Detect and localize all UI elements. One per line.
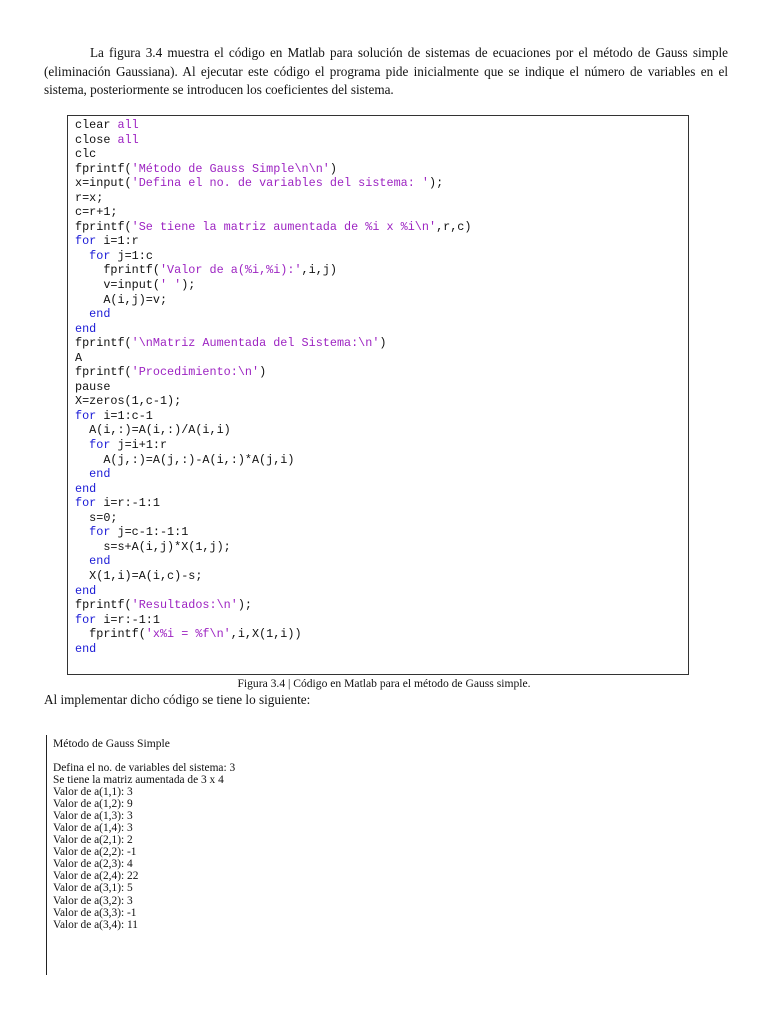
code-text: fprintf(: [75, 365, 132, 380]
code-line: [75, 569, 688, 584]
output-line: Se tiene la matriz aumentada de 3 x 4: [53, 774, 224, 787]
code-string: all: [117, 118, 139, 132]
code-text: r=x;: [75, 190, 104, 205]
code-string: 'Se tiene la matriz aumentada de %i x %i\n': [131, 219, 437, 234]
figure-caption: Figura 3.4 | Código en Matlab para el método de Gauss simple.: [237, 677, 531, 690]
console-output: [46, 735, 546, 975]
intro-paragraph: [44, 44, 728, 100]
code-text: A: [75, 350, 83, 365]
code-keyword: end: [89, 307, 111, 322]
code-line: [75, 467, 688, 482]
code-text: [75, 525, 89, 539]
code-line: [75, 525, 688, 540]
code-line: [75, 205, 688, 220]
code-text: v=input(: [75, 278, 160, 293]
code-text: A(i,j)=v;: [75, 292, 168, 307]
code-text: j=c-1:-1:1: [110, 525, 189, 540]
code-text: X(1,i)=A(i,c)-s;: [75, 568, 203, 583]
code-text: i=1:r: [96, 234, 139, 249]
output-line: Valor de a(3,1): 5: [53, 882, 133, 895]
code-text: A(j,:)=A(j,:)-A(i,:)*A(j,i): [75, 452, 295, 467]
output-line: Valor de a(1,2): 9: [53, 798, 133, 811]
code-line: [75, 511, 688, 526]
code-string: 'Procedimiento:\n': [131, 365, 260, 380]
code-text: i=r:-1:1: [96, 612, 160, 627]
code-text: ): [379, 336, 387, 351]
code-line: [75, 133, 688, 148]
code-string: all: [117, 132, 139, 147]
output-line: Valor de a(3,2): 3: [53, 894, 133, 907]
code-text: X=zeros(1,c-1);: [75, 394, 182, 409]
code-text: close: [75, 132, 118, 147]
code-text: fprintf(: [75, 336, 132, 351]
code-line: [75, 293, 688, 308]
code-text: clear: [75, 118, 118, 132]
code-text: ,i,j): [301, 263, 337, 278]
code-line: [75, 147, 688, 162]
output-line: Valor de a(3,3): -1: [53, 906, 137, 919]
code-text: );: [237, 598, 253, 613]
output-line: Valor de a(1,3): 3: [53, 810, 133, 823]
code-line: [75, 584, 688, 599]
output-line: Valor de a(1,4): 3: [53, 822, 133, 835]
code-keyword: for: [75, 408, 97, 423]
matlab-code-listing: [67, 115, 689, 675]
output-line: Valor de a(1,1): 3: [53, 786, 133, 799]
code-text: ): [329, 161, 337, 176]
code-text: j=i+1:r: [110, 438, 168, 453]
code-text: fprintf(: [75, 627, 146, 642]
code-line: [75, 249, 688, 264]
code-line: [75, 278, 688, 293]
code-line: [75, 482, 688, 497]
code-text: ,r,c): [436, 219, 472, 234]
code-text: ,i,X(1,i)): [230, 627, 302, 642]
code-text: );: [181, 278, 196, 293]
code-text: i=r:-1:1: [96, 496, 160, 511]
code-line: [75, 453, 688, 468]
code-line: [75, 409, 688, 424]
intro-text: La figura 3.4 muestra el código en Matlab para solución de sistemas de ecuaciones por el método de Gauss simple (eliminación Gaussiana). Al ejecutar este código el programa pide inicialmente que se indique el número de variables en el sistema, posteriormente se introducen los coeficientes del sistema.: [44, 45, 728, 97]
code-line: [75, 234, 688, 249]
code-line: [75, 613, 688, 628]
code-text: );: [428, 176, 444, 191]
code-text: [75, 249, 89, 263]
code-line: [75, 220, 688, 235]
code-line: [75, 496, 688, 511]
code-text: x=input(: [75, 176, 132, 191]
code-string: 'Defina el no. de variables del sistema: ': [131, 176, 429, 191]
code-line: [75, 336, 688, 351]
code-line: [75, 380, 688, 395]
code-keyword: end: [75, 481, 97, 496]
code-keyword: end: [75, 583, 97, 598]
code-line: [75, 322, 688, 337]
code-line: [75, 351, 688, 366]
code-string: 'x%i = %f\n': [145, 627, 231, 642]
code-keyword: end: [75, 641, 97, 656]
code-text: fprintf(: [75, 598, 132, 613]
code-text: ): [259, 365, 267, 380]
code-keyword: end: [75, 321, 97, 336]
code-text: clc: [75, 147, 97, 162]
code-line: [75, 554, 688, 569]
output-line: Valor de a(2,1): 2: [53, 834, 133, 847]
code-line: [75, 598, 688, 613]
output-title: Método de Gauss Simple: [53, 737, 170, 750]
code-text: fprintf(: [75, 263, 160, 278]
code-line: [75, 118, 688, 133]
code-text: [75, 307, 89, 321]
code-string: 'Valor de a(%i,%i):': [159, 263, 302, 278]
code-text: [75, 554, 89, 568]
code-keyword: for: [75, 496, 97, 511]
code-line: [75, 263, 688, 278]
code-keyword: end: [89, 467, 111, 482]
output-line: Valor de a(2,3): 4: [53, 858, 133, 871]
code-line: [75, 307, 688, 322]
code-keyword: end: [89, 554, 111, 569]
code-line: [75, 627, 688, 642]
implementation-intro-text: Al implementar dicho código se tiene lo siguiente:: [44, 692, 311, 707]
code-line: [75, 540, 688, 555]
code-line: [75, 191, 688, 206]
code-line: [75, 162, 688, 177]
output-blank-line: [53, 750, 546, 762]
output-line: Defina el no. de variables del sistema: 3: [53, 762, 236, 774]
output-line: Valor de a(2,4): 22: [53, 870, 139, 883]
code-line: [75, 438, 688, 453]
code-string: '\nMatriz Aumentada del Sistema:\n': [131, 336, 380, 351]
code-string: 'Método de Gauss Simple\n\n': [131, 161, 330, 176]
code-keyword: for: [89, 525, 111, 540]
code-keyword: for: [75, 234, 97, 249]
code-line: [75, 176, 688, 191]
code-string: ' ': [159, 278, 182, 293]
code-text: j=1:c: [110, 248, 153, 263]
code-text: s=s+A(i,j)*X(1,j);: [75, 539, 231, 554]
code-text: pause: [75, 379, 111, 394]
code-line: [75, 365, 688, 380]
code-text: [75, 438, 89, 452]
code-string: 'Resultados:\n': [131, 598, 238, 613]
output-line: Valor de a(3,4): 11: [53, 918, 138, 931]
code-text: A(i,:)=A(i,:)/A(i,i): [75, 423, 231, 438]
code-text: fprintf(: [75, 219, 132, 234]
output-line: Valor de a(2,2): -1: [53, 846, 137, 859]
code-line: [75, 423, 688, 438]
code-text: [75, 467, 89, 481]
output-lines: [53, 762, 546, 931]
code-keyword: for: [75, 612, 97, 627]
code-text: c=r+1;: [75, 205, 118, 220]
code-text: s=0;: [75, 510, 118, 525]
code-line: [75, 394, 688, 409]
code-keyword: for: [89, 248, 111, 263]
code-text: fprintf(: [75, 161, 132, 176]
code-line: [75, 642, 688, 657]
code-text: i=1:c-1: [96, 408, 153, 423]
code-keyword: for: [89, 438, 111, 453]
